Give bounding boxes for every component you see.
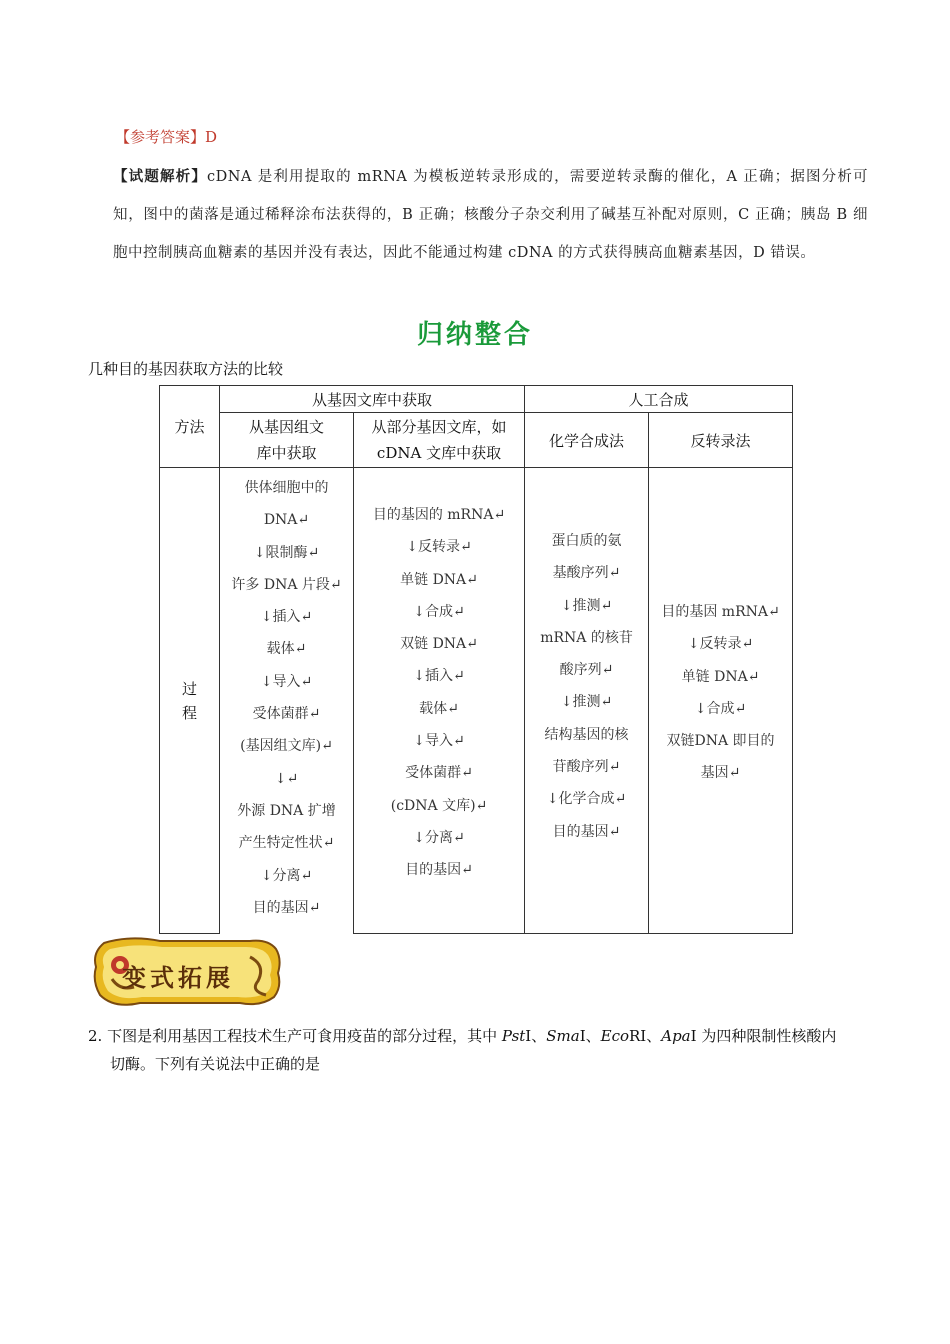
reference-answer bbox=[115, 127, 217, 147]
comparison-table bbox=[159, 385, 793, 934]
answer-label: 【参考答案】 bbox=[115, 128, 206, 146]
question-2-line-2: 切酶。下列有关说法中正确的是 bbox=[110, 1055, 321, 1073]
analysis-tag: 【试题解析】 bbox=[113, 168, 208, 185]
process-partial: 目的基因的 mRNA↵ ↓反转录↵ 单链 DNA↵ ↓合成↵ 双链 DNA↵ ↓插入↵ 载体↵ ↓导入↵ 受体菌群↵ (cDNA 文库)↵ ↓分离↵ 目的基因↵ bbox=[354, 468, 525, 934]
section-title: 归纳整合 bbox=[416, 320, 533, 350]
analysis-text: cDNA 是利用提取的 mRNA 为模板逆转录形成的，需要逆转录酶的催化，A 正确；据图分析可知，图中的菌落是通过稀释涂布法获得的，B 正确；核酸分子杂交利用了碱基互补配对原则，C 正确；胰岛 B 细胞中控制胰高血糖素的基因并没有表达，因此不能通过构建 cDNA 的方式获得胰高血糖素基因，D 错误。 bbox=[113, 169, 868, 261]
header-method: 方法 bbox=[160, 386, 220, 468]
header-chemical-synthesis: 化学合成法 bbox=[525, 413, 649, 468]
answer-value: D bbox=[205, 128, 218, 146]
process-chemical: 蛋白质的氨 基酸序列↵ ↓推测↵ mRNA 的核苷 酸序列↵ ↓推测↵ 结构基因的核 苷酸序列↵ ↓化学合成↵ 目的基因↵ bbox=[525, 468, 649, 934]
header-reverse-transcription: 反转录法 bbox=[649, 413, 793, 468]
header-partial-library: 从部分基因文库，如 cDNA 文库中获取 bbox=[354, 413, 525, 468]
header-library: 从基因文库中获取 bbox=[220, 386, 525, 413]
process-reverse: 目的基因 mRNA↵ ↓反转录↵ 单链 DNA↵ ↓合成↵ 双链DNA 即目的 基因↵ bbox=[649, 468, 793, 934]
row-process-label: 过 程 bbox=[160, 468, 220, 934]
header-genomic-library: 从基因组文 库中获取 bbox=[220, 413, 354, 468]
analysis-paragraph bbox=[113, 158, 868, 272]
badge-text: 变式拓展 bbox=[122, 963, 234, 992]
question-2 bbox=[88, 1022, 878, 1078]
question-2-line-1: 2. 下图是利用基因工程技术生产可食用疫苗的部分过程，其中 PstI、SmaI、EcoRI、ApaI 为四种限制性核酸内 bbox=[88, 1027, 837, 1045]
header-synthesis: 人工合成 bbox=[525, 386, 793, 413]
process-genomic: 供体细胞中的 DNA↵ ↓限制酶↵ 许多 DNA 片段↵ ↓插入↵ 载体↵ ↓导入↵ 受体菌群↵ (基因组文库)↵ ↓↵ 外源 DNA 扩增 产生特定性状↵ ↓分离↵ 目的基因↵ bbox=[220, 468, 354, 934]
table-caption: 几种目的基因获取方法的比较 bbox=[88, 360, 284, 378]
